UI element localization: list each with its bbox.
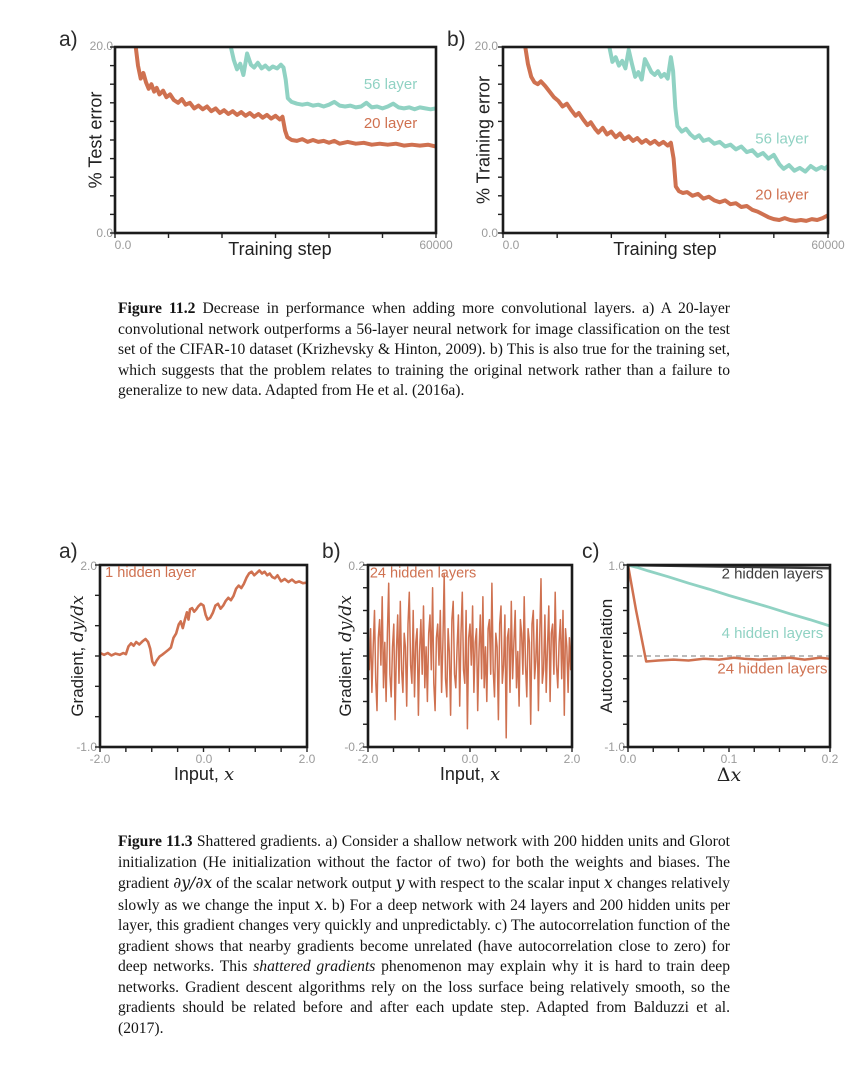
- svg-text:56 layer: 56 layer: [363, 75, 418, 93]
- y-tick-label-top: 1.0: [608, 559, 625, 573]
- y-axis-title: Gradient, dy/dx: [68, 595, 88, 717]
- y-tick-label-top: 20.0: [474, 39, 498, 53]
- y-axis-title: % Training error: [473, 75, 494, 205]
- x-axis-title: Training step: [228, 239, 332, 259]
- x-tick-label-right: 2.0: [298, 752, 316, 766]
- panel-letter: a): [59, 540, 78, 563]
- x-tick-label-right: 60000: [419, 238, 453, 252]
- y-tick-label-bottom: -1.0: [76, 740, 97, 754]
- y-tick-label-top: 2.0: [80, 559, 97, 573]
- svg-text:2 hidden layers: 2 hidden layers: [721, 565, 824, 583]
- x-tick-label-mid: 0.0: [195, 752, 213, 766]
- panel-letter: b): [447, 28, 466, 51]
- x-tick-label-left: 0.0: [502, 238, 520, 252]
- figure-11-2-caption: Figure 11.2 Decrease in performance when adding more convolutional layers. a) A 20-layer convolutional network outperforms a 56-layer neural network for image classification on the test set of the CIFAR-10 dataset (Krizhevsky & Hinton, 2009). b) This is also true for the training set, which suggests that the problem relates to training the original network rather than a failure to generalize to new data. Adapted from He et al. (2016a).: [118, 300, 730, 399]
- x-tick-label-right: 2.0: [563, 752, 581, 766]
- x-tick-label-right: 60000: [811, 238, 845, 252]
- svg-text:24 hidden layers: 24 hidden layers: [369, 565, 477, 582]
- x-tick-label-mid: 0.0: [461, 752, 479, 766]
- y-axis-title: % Test error: [85, 91, 106, 189]
- x-axis-title: Input, x: [173, 764, 235, 785]
- plot-area: [628, 565, 830, 747]
- svg-text:20 layer: 20 layer: [755, 186, 809, 204]
- plot-area: [115, 47, 436, 233]
- y-tick-label-bottom: 0.0: [96, 226, 113, 240]
- x-axis-title: Δx: [716, 764, 742, 786]
- x-axis-title: Input, x: [439, 764, 501, 785]
- y-tick-label-top: 0.2: [348, 559, 365, 573]
- svg-text:1 hidden layer: 1 hidden layer: [105, 565, 197, 582]
- x-tick-label-left: -2.0: [89, 752, 111, 766]
- plot-area: [503, 47, 828, 233]
- y-tick-label-top: 20.0: [89, 39, 113, 53]
- x-tick-label-left: -2.0: [357, 752, 379, 766]
- y-axis-title: Autocorrelation: [597, 598, 616, 714]
- svg-text:56 layer: 56 layer: [755, 130, 809, 148]
- figure-11-3-panel-a: [55, 538, 315, 794]
- svg-text:20 layer: 20 layer: [363, 114, 418, 132]
- panel-letter: c): [582, 540, 600, 563]
- y-axis-title: Gradient, dy/dx: [336, 595, 356, 717]
- svg-text:24 hidden layers: 24 hidden layers: [717, 660, 828, 678]
- plot-area: [368, 565, 572, 747]
- x-tick-label-right: 0.2: [821, 752, 839, 766]
- panel-letter: a): [59, 28, 78, 51]
- figure-11-2-panel-a: [55, 26, 455, 270]
- panel-letter: b): [322, 540, 341, 563]
- figure-11-3-caption: Figure 11.3 Shattered gradients. a) Consider a shallow network with 200 hidden units and Glorot initialization (He initialization without the factor of two) for both the weights and biases. The gradient ∂y/∂x of the scalar network output y with respect to the scalar input x changes relatively slowly as we change the input x. b) For a deep network with 24 layers and 200 hidden units per layer, this gradient changes very quickly and unpredictably. c) The autocorrelation function of the gradient shows that nearby gradients become unrelated (have autocorrelation close to zero) for deep networks. This shattered gradients phenomenon may explain why it is hard to train deep networks. Gradient descent algorithms rely on the loss surface being relatively smooth, so the gradients should be related before and after each update step. Adapted from Balduzzi et al. (2017).: [118, 833, 731, 1037]
- figure-11-3-panel-c: [578, 538, 846, 794]
- x-tick-label-left: 0.0: [619, 752, 637, 766]
- plot-area: [100, 565, 307, 747]
- y-tick-label-bottom: -1.0: [604, 740, 625, 754]
- figure-11-2-panel-b: [443, 26, 846, 270]
- figure-11-3-panel-b: [318, 538, 582, 794]
- x-tick-label-mid: 0.1: [720, 752, 738, 766]
- svg-text:4 hidden layers: 4 hidden layers: [721, 624, 824, 642]
- x-axis-title: Training step: [613, 239, 717, 259]
- x-tick-label-left: 0.0: [114, 238, 132, 252]
- y-tick-label-bottom: 0.0: [481, 226, 498, 240]
- y-tick-label-bottom: -0.2: [344, 740, 365, 754]
